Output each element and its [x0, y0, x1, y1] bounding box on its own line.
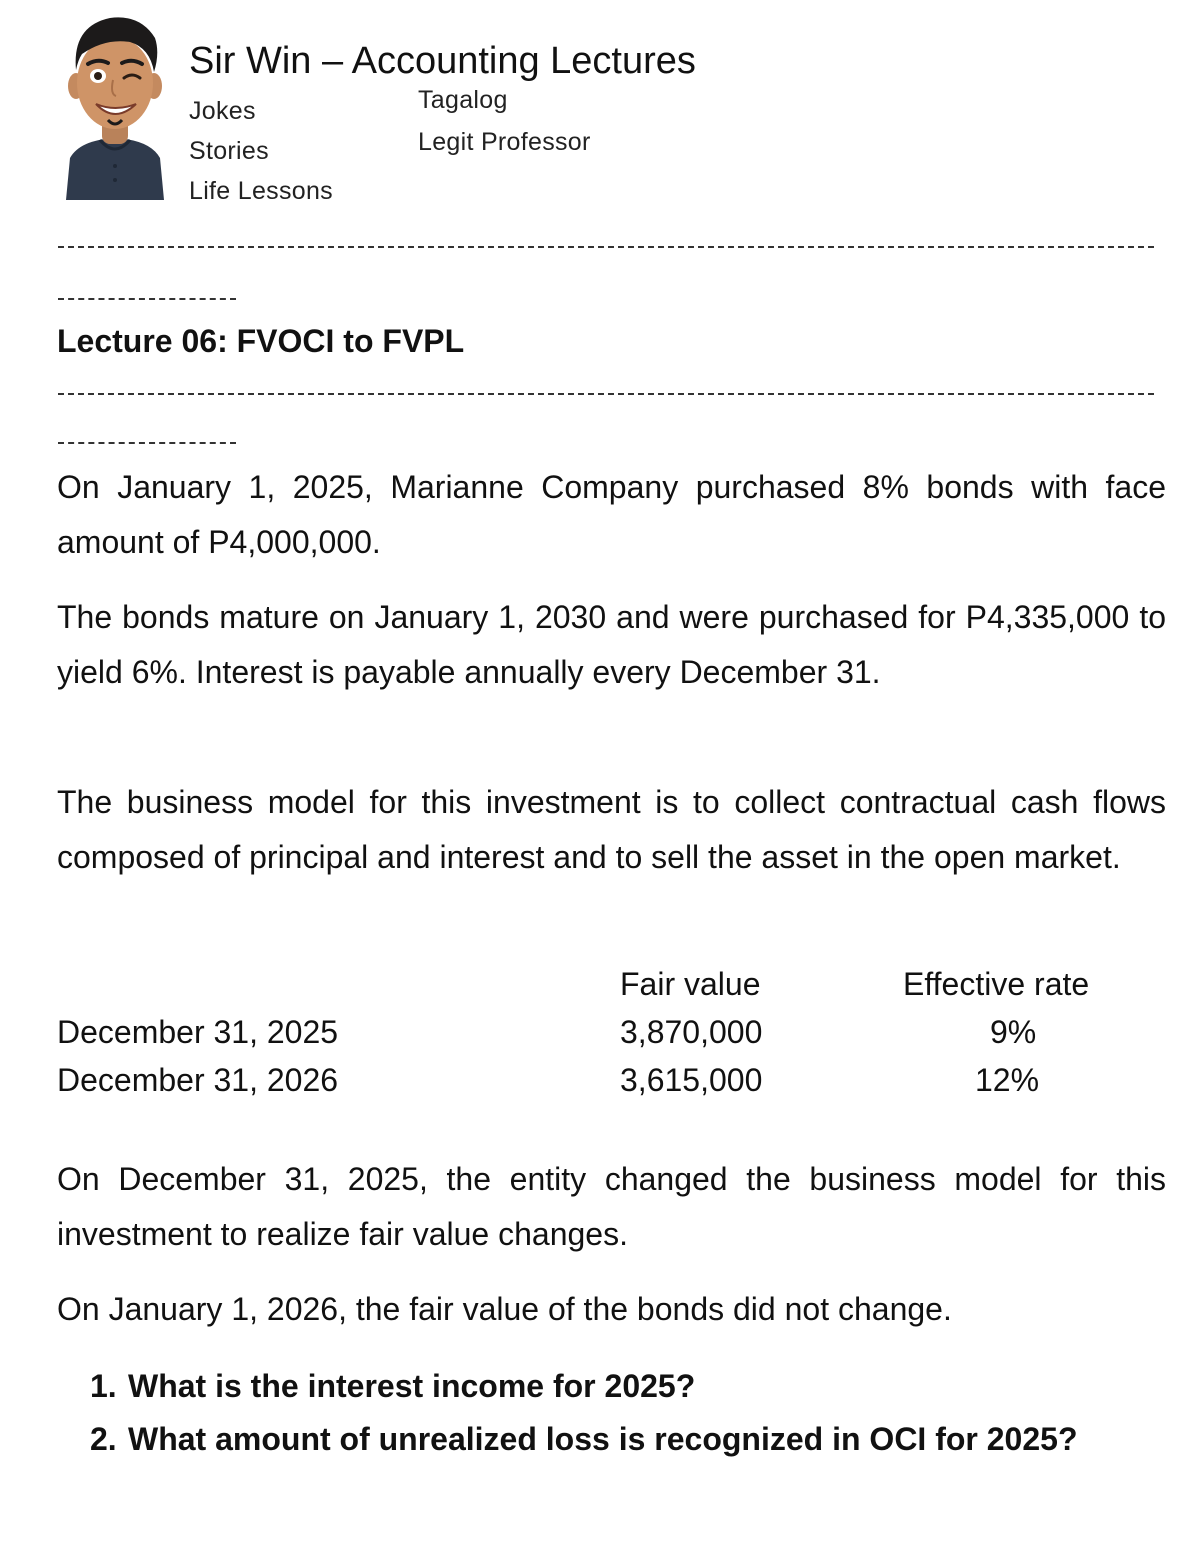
- row-date: December 31, 2025: [57, 1014, 339, 1050]
- question-number: 1.: [90, 1368, 117, 1404]
- question-item: [90, 1413, 1166, 1466]
- lecture-title: Lecture 06: FVOCI to FVPL: [57, 323, 465, 359]
- question-item: [90, 1360, 1166, 1413]
- column-header-fair-value: Fair value: [620, 966, 761, 1002]
- tag-tagalog: Tagalog: [418, 86, 508, 114]
- tag-legit-professor: Legit Professor: [418, 128, 591, 156]
- row-fair-value: 3,615,000: [620, 1062, 763, 1098]
- row-date: December 31, 2026: [57, 1062, 339, 1098]
- channel-title: Sir Win – Accounting Lectures: [189, 40, 696, 82]
- paragraph-fair-value-no-change: On January 1, 2026, the fair value of the bonds did not change.: [57, 1291, 952, 1327]
- tag-jokes: Jokes: [189, 97, 256, 125]
- tag-stories: Stories: [189, 137, 269, 165]
- question-list: [90, 1360, 1166, 1466]
- tag-life-lessons: Life Lessons: [189, 177, 333, 205]
- paragraph-change: On December 31, 2025, the entity changed the business model for this investment to realize fair value changes.: [57, 1161, 1166, 1252]
- row-fair-value: 3,870,000: [620, 1014, 763, 1050]
- question-text: What is the interest income for 2025?: [128, 1368, 696, 1404]
- separator-line: [58, 246, 1154, 248]
- row-rate: 9%: [990, 1014, 1037, 1050]
- paragraph-maturity: The bonds mature on January 1, 2030 and were purchased for P4,335,000 to yield 6%. Interest is payable annually every December 31.: [57, 599, 1166, 690]
- separator-line: [58, 298, 236, 300]
- column-header-effective-rate: Effective rate: [903, 966, 1090, 1002]
- paragraph-business-model: The business model for this investment is to collect contractual cash flows composed of principal and interest and to sell the asset in the open market.: [57, 784, 1166, 875]
- avatar: [60, 8, 170, 200]
- paragraph-purchase: On January 1, 2025, Marianne Company purchased 8% bonds with face amount of P4,000,000.: [57, 469, 1166, 560]
- row-rate: 12%: [975, 1062, 1040, 1098]
- question-number: 2.: [90, 1421, 117, 1457]
- separator-line: [58, 393, 1154, 395]
- separator-line: [58, 442, 236, 444]
- question-text: What amount of unrealized loss is recognized in OCI for 2025?: [128, 1421, 1078, 1457]
